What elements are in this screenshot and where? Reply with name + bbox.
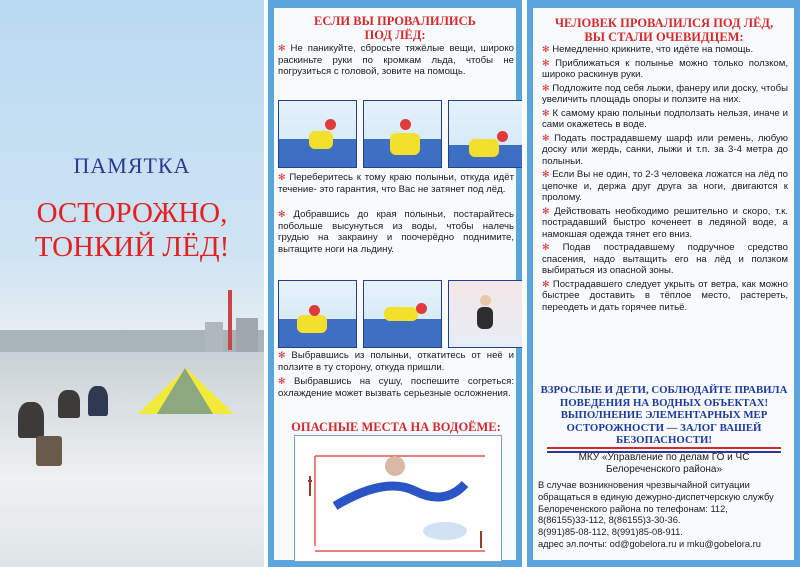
person-body <box>309 131 333 149</box>
victim-heading-line1: ЕСЛИ ВЫ ПРОВАЛИЛИСЬ <box>314 14 476 28</box>
witness-item <box>542 169 788 204</box>
witness-heading-line1: ЧЕЛОВЕК ПРОВАЛИЛСЯ ПОД ЛЁД, <box>554 16 774 30</box>
sled <box>36 436 62 466</box>
fisherman <box>88 386 108 416</box>
illustration-row <box>278 100 522 168</box>
witness-item <box>542 133 788 168</box>
appeal-line: ОСТОРОЖНОСТИ — ЗАЛОГ ВАШЕЙ <box>566 421 762 434</box>
person-head <box>309 305 320 316</box>
contact-line: адрес эл.почты: od@gobelora.ru и mku@gobelora.ru <box>538 538 761 549</box>
snowflake-icon: ✻ <box>278 209 286 219</box>
person-head <box>497 131 508 142</box>
victim-heading-line2: ПОД ЛЁД: <box>364 28 426 42</box>
victim-item-text: Выбравшись на сушу, поспешите согреться: охлаждение может вызвать серьезные осложнения. <box>278 376 514 399</box>
cover-warning-line2: ТОНКИЙ ЛЁД! <box>34 231 230 263</box>
danger-heading: ОПАСНЫЕ МЕСТА НА ВОДОЁМЕ: <box>291 420 501 434</box>
witness-item-text: Подать пострадавшему шарф или ремень, любую доску или жердь, санки, лыжи и т.п. за 3-4 метра до полыньи. <box>542 132 788 167</box>
cover-panel <box>0 0 264 567</box>
witness-item <box>542 58 788 81</box>
illustration-row <box>278 280 522 348</box>
org-line1: МКУ «Управление по делам ГО и ЧС <box>578 452 750 463</box>
snowflake-icon: ✻ <box>542 205 550 216</box>
appeal-line: ВЗРОСЛЫЕ И ДЕТИ, СОБЛЮДАЙТЕ ПРАВИЛА <box>540 384 788 396</box>
witness-item-text: Если Вы не один, то 2-3 человека ложатся на лёд по цепочке и, держа друг друга за ноги, двигаются к пролому. <box>542 169 788 203</box>
witness-item-text: К самому краю полыньи подползать нельзя, иначе и сами окажетесь в воде. <box>542 107 788 130</box>
cover-warning <box>0 196 264 264</box>
snowflake-icon: ✻ <box>542 57 550 68</box>
illustration-arms-out <box>363 100 442 168</box>
illustration-fall <box>278 100 357 168</box>
divider <box>547 447 781 449</box>
witness-item-text: Немедленно крикните, что идёте на помощь. <box>552 44 754 55</box>
contact-line: обращаться в единую дежурно-диспетчерскую службу <box>538 491 774 502</box>
illustration-climb <box>363 280 442 348</box>
snowflake-icon: ✻ <box>542 107 550 118</box>
witness-heading <box>539 16 789 44</box>
person-head <box>325 119 336 130</box>
contacts <box>538 480 792 551</box>
appeal-line: БЕЗОПАСНОСТИ! <box>616 434 712 446</box>
snowflake-icon: ✻ <box>278 350 286 360</box>
cover-warning-line1: ОСТОРОЖНО, <box>36 197 228 229</box>
witness-heading-line2: ВЫ СТАЛИ ОЧЕВИДЦЕМ: <box>584 30 744 44</box>
org-name <box>539 452 789 476</box>
illustration-crawl-away <box>448 280 522 348</box>
contact-line: 8(86155)33-112, 8(86155)3-30-36. <box>538 515 681 526</box>
snowflake-icon: ✻ <box>278 43 286 53</box>
contact-line: В случае возникновения чрезвычайной ситуации <box>538 480 750 490</box>
city-skyline <box>0 330 264 354</box>
witness-item-text: Действовать необходимо решительно и скоро, т.к. пострадавший быстро коченеет в ледяной воде, а намокшая одежда тянет его вниз. <box>542 205 789 240</box>
victim-panel <box>268 0 522 567</box>
snowflake-icon: ✻ <box>542 132 550 143</box>
person-body <box>390 133 420 155</box>
snowflake-icon: ✻ <box>278 376 286 386</box>
snowflake-icon: ✻ <box>542 82 550 93</box>
victim-item <box>278 209 514 255</box>
cover-title: ПАМЯТКА <box>73 153 191 178</box>
witness-panel <box>527 0 800 567</box>
illustration-hold-edge <box>448 100 522 168</box>
witness-item-text: Подав пострадавшему подручное средство спасения, надо вытащить его на лёд и ползком выбираться из опасной зоны. <box>542 242 788 276</box>
snowflake-icon: ✻ <box>542 278 550 289</box>
building <box>236 318 258 352</box>
snowflake-icon: ✻ <box>278 172 286 182</box>
witness-item <box>542 279 788 314</box>
safety-appeal <box>539 384 789 447</box>
appeal-line: ВЫПОЛНЕНИЕ ЭЛЕМЕНТАРНЫХ МЕР <box>560 409 768 421</box>
witness-item <box>542 44 788 56</box>
danger-map-drawing <box>295 436 501 561</box>
tent-shade <box>157 368 213 414</box>
person-body <box>297 315 327 333</box>
victim-item <box>278 376 514 399</box>
witness-item <box>542 83 788 106</box>
victim-item <box>278 172 514 195</box>
contact-line: Белореченского района по телефонам: 112, <box>538 503 728 514</box>
illustration-lean <box>278 280 357 348</box>
victim-item <box>278 43 514 78</box>
witness-item-text: Приближаться к полынье можно только ползком, широко раскинув руки. <box>542 57 788 80</box>
victim-heading <box>282 14 508 42</box>
witness-item-text: Подложите под себя лыжи, фанеру или доску, чтобы увеличить площадь опоры и ползите на них. <box>542 82 789 105</box>
person-head <box>480 295 491 306</box>
chimney <box>228 290 232 350</box>
person-body <box>477 307 493 329</box>
witness-item <box>542 206 788 241</box>
org-line2: Белореченского района» <box>605 464 723 475</box>
person-head <box>416 303 427 314</box>
person-head <box>400 119 411 130</box>
victim-item-text: Переберитесь к тому краю полыньи, откуда идёт течение- это гарантия, что Вас не затянет под лёд. <box>278 172 515 195</box>
contact-line: 8(991)85-08-112, 8(991)85-08-911. <box>538 527 683 538</box>
building <box>205 322 223 352</box>
witness-item-text: Пострадавшего следует укрыть от ветра, как можно быстрее доставить в тёплое место, растереть, переодеть и дать горячее питьё. <box>542 278 788 313</box>
snowflake-icon: ✻ <box>542 44 550 54</box>
snowflake-icon: ✻ <box>542 169 550 179</box>
fisherman <box>18 402 44 438</box>
water <box>364 319 441 347</box>
victim-item-text: Не паникуйте, сбросьте тяжёлые вещи, широко раскиньте руки по кромкам льда, чтобы не погрузиться с головой, зовите на помощь. <box>278 43 514 77</box>
witness-item <box>542 242 788 277</box>
appeal-line: ПОВЕДЕНИЯ НА ВОДНЫХ ОБЪЕКТАХ! <box>559 396 769 409</box>
victim-item-text: Выбравшись из полыньи, откатитесь от неё и ползите в ту сторону, откуда пришли. <box>278 350 514 373</box>
snowflake-icon: ✻ <box>542 242 550 252</box>
victim-item <box>278 350 514 373</box>
witness-list <box>542 44 788 313</box>
fisherman <box>58 390 80 418</box>
person-body <box>469 139 499 157</box>
witness-item <box>542 108 788 131</box>
danger-map <box>294 435 502 562</box>
victim-item-text: Добравшись до края полыньи, постарайтесь побольше высунуться из воды, чтобы налечь грудью на закраину и поочерёдно поднимите, вытащите ноги на льдину. <box>278 209 514 255</box>
person-body <box>384 307 418 321</box>
